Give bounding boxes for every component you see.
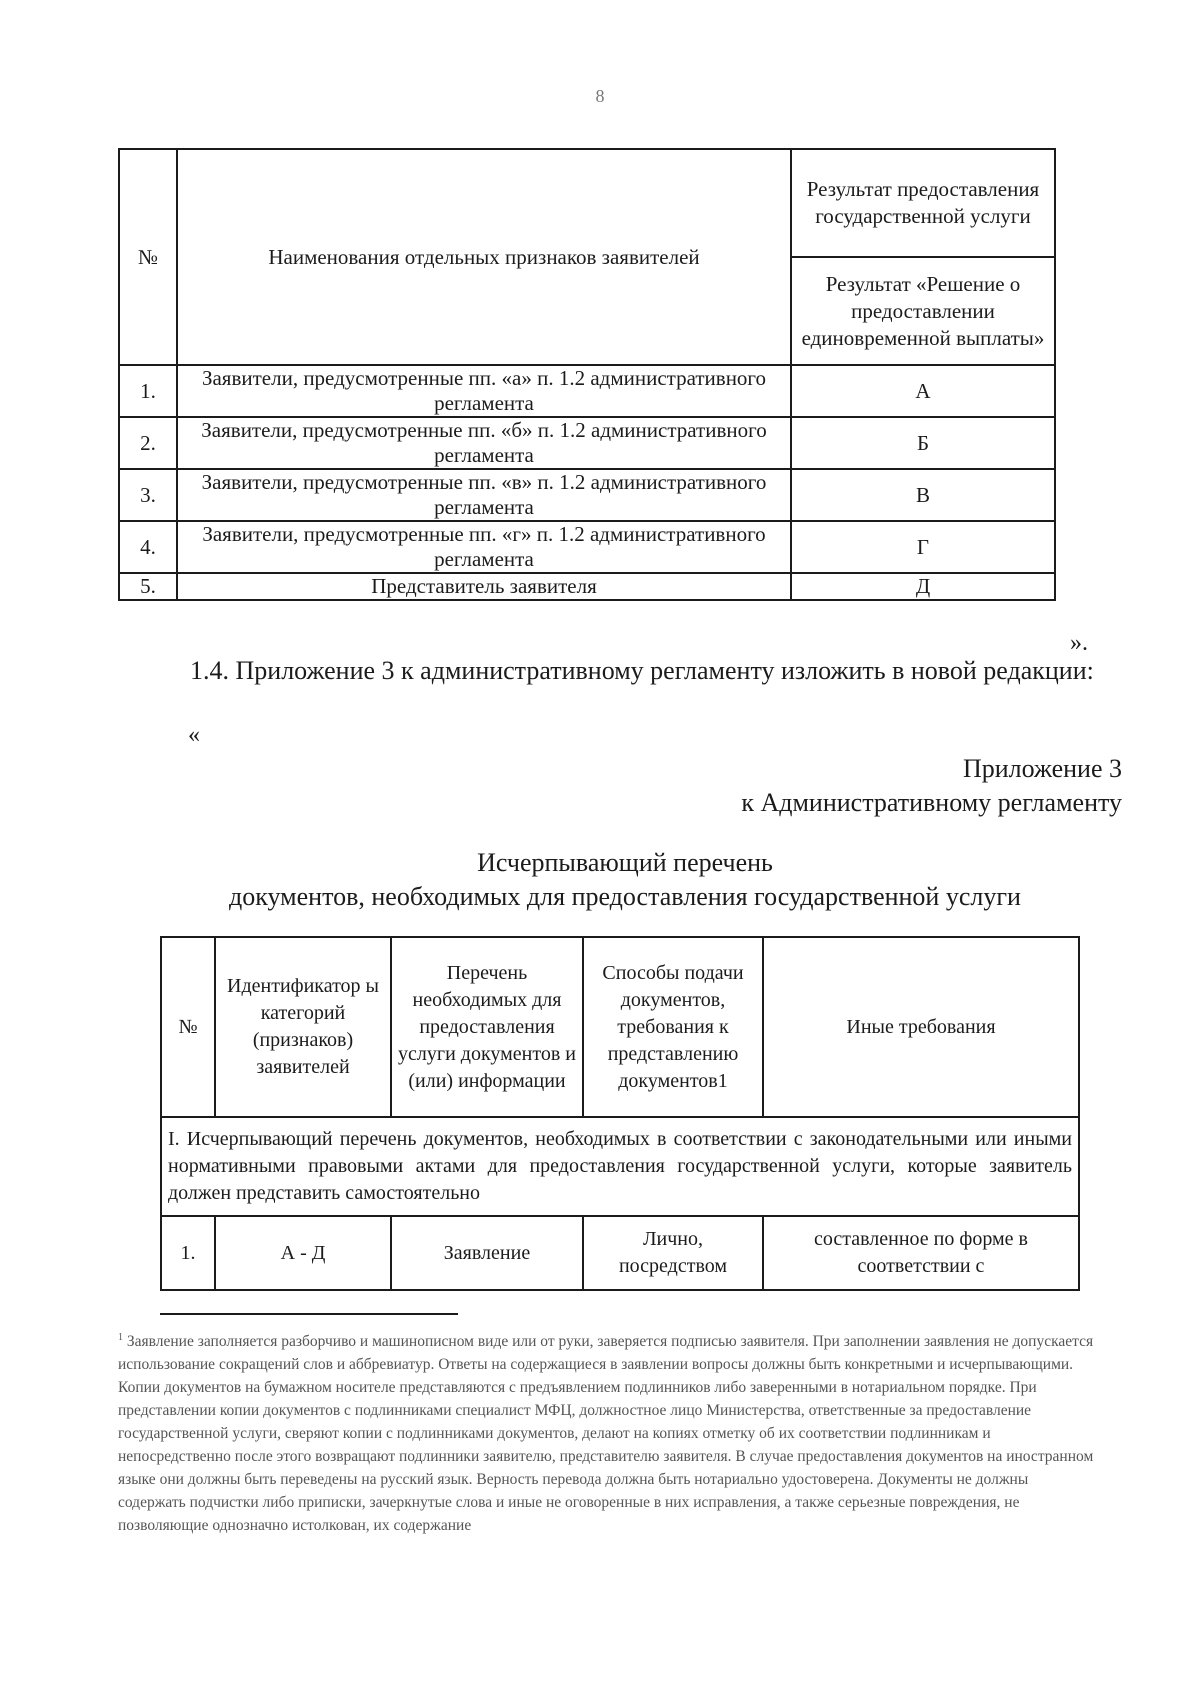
table2-header-category: Идентификатор ы категорий (признаков) заявителей bbox=[215, 937, 391, 1117]
footnote-marker: 1 bbox=[118, 1332, 123, 1343]
page-number: 8 bbox=[595, 86, 605, 106]
row-num: 4. bbox=[119, 521, 177, 573]
title-line-1: Исчерпывающий перечень bbox=[477, 848, 773, 877]
row-name: Заявители, предусмотренные пп. «г» п. 1.2 административного регламента bbox=[177, 521, 791, 573]
document-title bbox=[0, 846, 1200, 914]
table-row bbox=[119, 365, 1055, 417]
row-name: Представитель заявителя bbox=[177, 573, 791, 600]
appendix-line-2: к Административному регламенту bbox=[741, 788, 1122, 817]
documents-list-table bbox=[160, 936, 1080, 1291]
paragraph-text: 1.4. Приложение 3 к административному регламенту изложить в новой редакции: bbox=[190, 656, 1094, 685]
row-result: Г bbox=[791, 521, 1055, 573]
footnote bbox=[118, 1326, 1098, 1537]
row-document: Заявление bbox=[391, 1216, 583, 1290]
table-row bbox=[161, 1216, 1079, 1290]
row-result: В bbox=[791, 469, 1055, 521]
row-result: А bbox=[791, 365, 1055, 417]
row-category: А - Д bbox=[215, 1216, 391, 1290]
table2-header-num: № bbox=[161, 937, 215, 1117]
row-num: 3. bbox=[119, 469, 177, 521]
table1-header-name: Наименования отдельных признаков заявителей bbox=[177, 149, 791, 365]
appendix-line-1: Приложение 3 bbox=[962, 754, 1122, 783]
row-num: 2. bbox=[119, 417, 177, 469]
row-num: 1. bbox=[119, 365, 177, 417]
row-result: Б bbox=[791, 417, 1055, 469]
table2-section-title: I. Исчерпывающий перечень документов, необходимых в соответствии с законодательными или иными нормативными правовыми актами для предоставления государственной услуги, которые заявитель должен представить самостоятельно bbox=[161, 1117, 1079, 1216]
closing-quote: ». bbox=[1070, 630, 1088, 656]
table2-header-documents: Перечень необходимых для предоставления услуги документов и (или) информации bbox=[391, 937, 583, 1117]
row-num: 5. bbox=[119, 573, 177, 600]
appendix-heading bbox=[741, 752, 1122, 820]
applicant-features-table bbox=[118, 148, 1056, 601]
title-line-2: документов, необходимых для предоставления государственной услуги bbox=[229, 882, 1021, 911]
paragraph-1-4 bbox=[118, 654, 1122, 688]
row-method: Лично, посредством bbox=[583, 1216, 763, 1290]
table1-header-num: № bbox=[119, 149, 177, 365]
table-row bbox=[119, 417, 1055, 469]
table1-header-result-sub: Результат «Решение о предоставлении единовременной выплаты» bbox=[791, 257, 1055, 365]
footnote-divider bbox=[160, 1313, 458, 1315]
row-num: 1. bbox=[161, 1216, 215, 1290]
table-row bbox=[119, 573, 1055, 600]
open-quote: « bbox=[188, 722, 200, 748]
row-name: Заявители, предусмотренные пп. «б» п. 1.2 административного регламента bbox=[177, 417, 791, 469]
row-name: Заявители, предусмотренные пп. «а» п. 1.2 административного регламента bbox=[177, 365, 791, 417]
table2-header-other: Иные требования bbox=[763, 937, 1079, 1117]
table-row bbox=[119, 521, 1055, 573]
table1-header-result: Результат предоставления государственной услуги bbox=[791, 149, 1055, 257]
row-other: составленное по форме в соответствии с bbox=[763, 1216, 1079, 1290]
table2-header-methods: Способы подачи документов, требования к представлению документов1 bbox=[583, 937, 763, 1117]
footnote-text: Заявление заполняется разборчиво и машинописном виде или от руки, заверяется подписью заявителя. При заполнении заявления не допускается использование сокращений слов и аббревиатур. Ответы на содержащиеся в заявлении вопросы должны быть конкретными и исчерпывающими. Копии документов на бумажном носителе представляются с предъявлением подлинников либо заверенными в нотариальном порядке. При представлении копии документов с подлинниками специалист МФЦ, должностное лицо Министерства, ответственные за предоставление государственной услуги, сверяют копии с подлинниками документов, делают на копиях отметку об их соответствии подлинникам и непосредственно после этого возвращают подлинники заявителю, представителю заявителя. В случае предоставления документов на иностранном языке они должны быть переведены на русский язык. Верность перевода должна быть нотариально удостоверена. Документы не должны содержать подчистки либо приписки, зачеркнутые слова и иные не оговоренные в них исправления, а также серьезные повреждения, не позволяющие однозначно истолкован, их содержание bbox=[118, 1333, 1094, 1535]
row-name: Заявители, предусмотренные пп. «в» п. 1.2 административного регламента bbox=[177, 469, 791, 521]
row-result: Д bbox=[791, 573, 1055, 600]
table-row bbox=[119, 469, 1055, 521]
